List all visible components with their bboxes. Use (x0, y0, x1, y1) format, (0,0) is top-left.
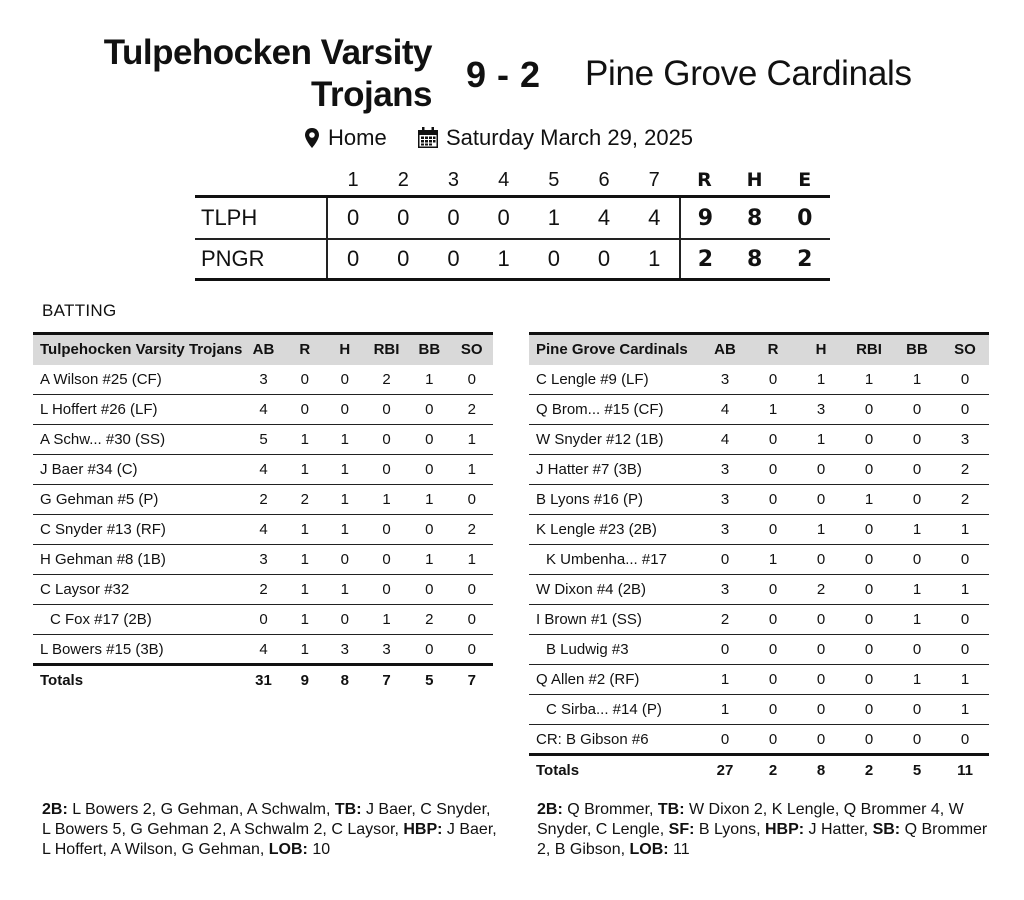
stat-cell: 0 (845, 575, 893, 605)
note-text: J Baer, C Snyder, L Bowers 5, G Gehman 2, A Schwalm 2, C Laysor, (42, 801, 491, 838)
stat-cell: 1 (285, 575, 325, 605)
stat-cell: 2 (242, 575, 284, 605)
stat-cell: 1 (285, 515, 325, 545)
stat-cell: 0 (365, 575, 408, 605)
player-row (529, 635, 989, 665)
note-text: W Dixon 2, K Lengle, Q Brommer 4, W Snyder, C Lengle, (537, 801, 964, 838)
stat-cell: 0 (797, 635, 845, 665)
column-header: R (299, 341, 311, 359)
stat-cell: 0 (408, 515, 450, 545)
stat-cell: 2 (941, 455, 989, 485)
player-name: A Schw... #30 (SS) (33, 425, 242, 455)
player-name: K Umbenha... #17 (529, 545, 701, 575)
note-label: 2B: (42, 801, 68, 818)
stat-cell: 0 (285, 365, 325, 395)
note-label: TB: (657, 801, 685, 818)
stat-cell: 1 (325, 425, 365, 455)
stat-cell: 0 (749, 365, 797, 395)
errors-header: E (798, 169, 812, 191)
final-score: 9 - 2 (466, 54, 541, 95)
note-label: LOB: (629, 841, 669, 858)
stat-cell: 4 (242, 635, 284, 665)
hits-header: H (746, 169, 763, 191)
stat-cell: 1 (845, 365, 893, 395)
stat-cell: 1 (325, 575, 365, 605)
stat-cell: 1 (893, 575, 941, 605)
inning-header: 5 (548, 168, 560, 191)
stat-cell: 1 (408, 485, 450, 515)
stat-cell: 1 (701, 695, 749, 725)
stat-cell: 0 (749, 605, 797, 635)
inning-score: 0 (447, 246, 460, 271)
player-row (33, 605, 493, 635)
stat-cell: 1 (941, 665, 989, 695)
note-label: TB: (334, 801, 362, 818)
stat-cell: 1 (451, 545, 493, 575)
note-label: LOB: (268, 841, 308, 858)
stat-cell: 1 (451, 425, 493, 455)
stat-cell: 2 (365, 365, 408, 395)
total-cell: 8 (340, 671, 349, 689)
column-header: H (339, 341, 351, 359)
stat-cell: 1 (451, 455, 493, 485)
note-text: 10 (307, 841, 331, 858)
stat-cell: 0 (365, 455, 408, 485)
stat-cell: 0 (749, 455, 797, 485)
location-text: Home (328, 125, 387, 150)
stat-cell: 0 (941, 545, 989, 575)
runs-total: 2 (679, 240, 729, 278)
column-header: RBI (856, 341, 882, 359)
stat-cell: 0 (365, 545, 408, 575)
inning-score: 0 (397, 205, 410, 230)
stat-cell: 0 (797, 665, 845, 695)
stat-cell: 0 (845, 425, 893, 455)
stat-cell: 0 (893, 455, 941, 485)
column-header: RBI (373, 341, 400, 359)
player-row (33, 365, 493, 395)
stat-cell: 0 (749, 635, 797, 665)
stat-cell: 1 (325, 515, 365, 545)
hits-total: 8 (746, 246, 763, 272)
stat-cell: 1 (893, 365, 941, 395)
stat-cell: 1 (285, 545, 325, 575)
batting-header-row (529, 334, 989, 365)
runs-total: 9 (679, 198, 729, 238)
stat-cell: 3 (325, 635, 365, 665)
stat-cell: 3 (797, 395, 845, 425)
stat-cell: 1 (285, 635, 325, 665)
line-score (195, 165, 830, 281)
player-name: H Gehman #8 (1B) (33, 545, 242, 575)
note-text: 11 (668, 841, 690, 858)
stat-cell: 0 (845, 605, 893, 635)
player-row (529, 695, 989, 725)
note-text: B Lyons, (694, 821, 765, 838)
away-batting-table (33, 332, 493, 695)
stat-cell: 2 (242, 485, 284, 515)
stat-cell: 1 (845, 485, 893, 515)
stat-cell: 0 (325, 365, 365, 395)
total-cell: 27 (716, 761, 734, 779)
player-row (529, 605, 989, 635)
calendar-icon (417, 127, 439, 149)
stat-cell: 1 (285, 425, 325, 455)
stat-cell: 1 (365, 485, 408, 515)
stat-cell: 1 (408, 545, 450, 575)
stat-cell: 3 (242, 545, 284, 575)
stat-cell: 0 (451, 635, 493, 665)
total-cell: 8 (816, 761, 826, 779)
stat-cell: 0 (797, 695, 845, 725)
stat-cell: 1 (749, 545, 797, 575)
player-name: J Hatter #7 (3B) (529, 455, 701, 485)
player-row (33, 485, 493, 515)
note-label: HBP: (403, 821, 443, 838)
stat-cell: 0 (408, 455, 450, 485)
total-cell: 31 (255, 671, 272, 689)
player-name: W Snyder #12 (1B) (529, 425, 701, 455)
stat-cell: 0 (325, 545, 365, 575)
total-cell: 5 (425, 671, 434, 689)
player-row (529, 425, 989, 455)
stat-cell: 3 (701, 575, 749, 605)
stat-cell: 0 (941, 365, 989, 395)
game-date (417, 125, 693, 151)
stat-cell: 0 (749, 725, 797, 755)
note-text: L Bowers 2, G Gehman, A Schwalm, (67, 801, 335, 818)
player-row (529, 365, 989, 395)
total-cell: 2 (768, 761, 778, 779)
stat-cell: 0 (845, 395, 893, 425)
stat-cell: 2 (451, 395, 493, 425)
inning-score: 1 (497, 246, 510, 271)
stat-cell: 0 (701, 545, 749, 575)
stat-cell: 0 (408, 635, 450, 665)
inning-score: 0 (447, 205, 460, 230)
player-name: B Lyons #16 (P) (529, 485, 701, 515)
column-header: SO (954, 341, 976, 359)
stat-cell: 0 (941, 635, 989, 665)
stat-cell: 2 (701, 605, 749, 635)
player-row (529, 515, 989, 545)
note-text: J Baer, L Hoffert, A Wilson, G Gehman, (42, 821, 497, 858)
stat-cell: 0 (451, 485, 493, 515)
inning-header: 1 (347, 168, 359, 191)
stat-cell: 4 (701, 425, 749, 455)
stat-cell: 1 (893, 665, 941, 695)
stat-cell: 0 (845, 455, 893, 485)
column-header: AB (714, 341, 736, 359)
stat-cell: 3 (701, 515, 749, 545)
totals-row (529, 755, 989, 785)
stat-cell: 3 (701, 485, 749, 515)
stat-cell: 1 (408, 365, 450, 395)
date-text: Saturday March 29, 2025 (446, 125, 694, 150)
column-header: BB (906, 341, 928, 359)
away-team-name (60, 32, 432, 116)
stat-cell: 0 (749, 485, 797, 515)
player-row (529, 545, 989, 575)
total-cell: 9 (300, 671, 309, 689)
note-label: 2B: (537, 801, 563, 818)
player-row (529, 575, 989, 605)
batting-header-row (33, 334, 493, 365)
line-score-header (195, 165, 830, 195)
inning-header: 6 (598, 168, 610, 191)
stat-cell: 0 (325, 605, 365, 635)
inning-score: 0 (497, 205, 510, 230)
stat-cell: 0 (941, 725, 989, 755)
player-name: C Lengle #9 (LF) (529, 365, 701, 395)
inning-header: 4 (498, 168, 510, 191)
stat-cell: 2 (941, 485, 989, 515)
player-name: J Baer #34 (C) (33, 455, 242, 485)
batting-team-header: Tulpehocken Varsity Trojans (40, 341, 243, 359)
player-name: C Laysor #32 (33, 575, 242, 605)
home-batting-table (529, 332, 989, 785)
stat-cell: 0 (285, 395, 325, 425)
stat-cell: 1 (749, 395, 797, 425)
stat-cell: 0 (893, 485, 941, 515)
player-row (33, 425, 493, 455)
player-name: C Snyder #13 (RF) (33, 515, 242, 545)
stat-cell: 0 (749, 665, 797, 695)
note-label: HBP: (764, 821, 805, 838)
note-label: SF: (668, 821, 695, 838)
inning-header: 2 (397, 168, 409, 191)
batting-section-title: BATTING (42, 301, 117, 320)
stat-cell: 4 (701, 395, 749, 425)
stat-cell: 1 (941, 575, 989, 605)
stat-cell: 0 (941, 605, 989, 635)
totals-label: Totals (40, 671, 84, 689)
stat-cell: 0 (365, 425, 408, 455)
hits-total: 8 (746, 205, 763, 231)
inning-header: 3 (447, 168, 460, 191)
stat-cell: 1 (325, 455, 365, 485)
stat-cell: 0 (797, 455, 845, 485)
player-row (529, 665, 989, 695)
stat-cell: 2 (285, 485, 325, 515)
stat-cell: 0 (797, 605, 845, 635)
total-cell: 7 (467, 671, 476, 689)
inning-score: 0 (346, 205, 360, 230)
stat-cell: 0 (845, 515, 893, 545)
inning-score: 0 (597, 246, 611, 271)
column-header: R (767, 341, 779, 359)
stat-cell: 3 (701, 455, 749, 485)
note-text: Q Brommer 2, B Gibson, (537, 821, 988, 858)
player-name: G Gehman #5 (P) (33, 485, 242, 515)
stat-cell: 0 (451, 605, 493, 635)
stat-cell: 0 (451, 575, 493, 605)
stat-cell: 1 (285, 455, 325, 485)
stat-cell: 2 (797, 575, 845, 605)
home-batting-notes (537, 800, 997, 860)
note-text: Q Brommer, (562, 801, 658, 818)
stat-cell: 0 (893, 395, 941, 425)
stat-cell: 0 (845, 545, 893, 575)
stat-cell: 0 (845, 665, 893, 695)
totals-label: Totals (536, 761, 580, 779)
player-name: K Lengle #23 (2B) (529, 515, 701, 545)
player-row (33, 545, 493, 575)
batting-team-header: Pine Grove Cardinals (536, 341, 688, 359)
stat-cell: 0 (893, 695, 941, 725)
player-name: Q Allen #2 (RF) (529, 665, 701, 695)
stat-cell: 0 (749, 515, 797, 545)
stat-cell: 0 (408, 575, 450, 605)
inning-score: 0 (397, 246, 410, 271)
stat-cell: 0 (749, 575, 797, 605)
inning-score: 1 (547, 205, 560, 230)
inning-score: 4 (597, 205, 611, 230)
inning-score: 4 (648, 205, 661, 230)
stat-cell: 0 (845, 695, 893, 725)
total-cell: 5 (912, 761, 922, 779)
stat-cell: 0 (325, 395, 365, 425)
stat-cell: 0 (701, 635, 749, 665)
player-name: L Hoffert #26 (LF) (33, 395, 242, 425)
stat-cell: 0 (242, 605, 284, 635)
player-row (33, 455, 493, 485)
stat-cell: 1 (325, 485, 365, 515)
stat-cell: 0 (797, 545, 845, 575)
stat-cell: 0 (941, 395, 989, 425)
stat-cell: 1 (701, 665, 749, 695)
stat-cell: 0 (845, 635, 893, 665)
stat-cell: 1 (797, 515, 845, 545)
player-name: C Sirba... #14 (P) (529, 695, 701, 725)
inning-score: 1 (648, 246, 661, 271)
total-cell: 11 (957, 761, 973, 779)
stat-cell: 0 (845, 725, 893, 755)
player-row (33, 575, 493, 605)
stat-cell: 1 (941, 695, 989, 725)
note-label: SB: (872, 821, 901, 838)
stat-cell: 0 (365, 395, 408, 425)
stat-cell: 4 (242, 515, 284, 545)
stat-cell: 0 (797, 725, 845, 755)
stat-cell: 1 (797, 365, 845, 395)
line-score-row-home (195, 238, 830, 278)
player-row (33, 515, 493, 545)
stat-cell: 0 (451, 365, 493, 395)
player-name: L Bowers #15 (3B) (33, 635, 242, 665)
stat-cell: 0 (893, 635, 941, 665)
stat-cell: 0 (408, 395, 450, 425)
totals-row (33, 665, 493, 695)
stat-cell: 4 (242, 455, 284, 485)
inning-score: 0 (346, 246, 360, 271)
runs-header: R (697, 169, 712, 191)
note-text: J Hatter, (804, 821, 873, 838)
stat-cell: 1 (893, 515, 941, 545)
stat-cell: 3 (242, 365, 284, 395)
game-location (304, 125, 387, 151)
player-name: B Ludwig #3 (529, 635, 701, 665)
stat-cell: 0 (893, 725, 941, 755)
player-row (529, 485, 989, 515)
player-name: CR: B Gibson #6 (529, 725, 701, 755)
stat-cell: 1 (893, 605, 941, 635)
stat-cell: 3 (701, 365, 749, 395)
stat-cell: 1 (285, 605, 325, 635)
stat-cell: 0 (701, 725, 749, 755)
stat-cell: 0 (893, 425, 941, 455)
stat-cell: 2 (451, 515, 493, 545)
away-batting-notes (42, 800, 502, 860)
player-name: I Brown #1 (SS) (529, 605, 701, 635)
player-row (529, 455, 989, 485)
away-team-name-line2: Trojans (311, 75, 432, 114)
stat-cell: 3 (941, 425, 989, 455)
column-header: H (815, 341, 827, 359)
game-meta (0, 125, 1024, 155)
player-name: A Wilson #25 (CF) (33, 365, 242, 395)
stat-cell: 1 (941, 515, 989, 545)
line-score-body (195, 195, 830, 281)
stat-cell: 0 (749, 425, 797, 455)
errors-total: 0 (797, 205, 813, 231)
column-header: BB (418, 341, 441, 359)
inning-score: 0 (547, 246, 560, 271)
stat-cell: 2 (408, 605, 450, 635)
stat-cell: 0 (365, 515, 408, 545)
line-score-team: TLPH (195, 198, 328, 238)
column-header: AB (252, 341, 275, 359)
stat-cell: 0 (893, 545, 941, 575)
stat-cell: 1 (797, 425, 845, 455)
stat-cell: 1 (365, 605, 408, 635)
player-name: C Fox #17 (2B) (33, 605, 242, 635)
player-row (33, 395, 493, 425)
player-name: Q Brom... #15 (CF) (529, 395, 701, 425)
total-cell: 2 (864, 761, 874, 779)
player-name: W Dixon #4 (2B) (529, 575, 701, 605)
player-row (529, 725, 989, 755)
home-team-name: Pine Grove Cardinals (585, 54, 912, 93)
stat-cell: 0 (749, 695, 797, 725)
stat-cell: 5 (242, 425, 284, 455)
total-cell: 7 (382, 671, 391, 689)
player-row (529, 395, 989, 425)
errors-total: 2 (797, 246, 813, 272)
line-score-row-away (195, 198, 830, 238)
stat-cell: 0 (797, 485, 845, 515)
stat-cell: 0 (408, 425, 450, 455)
away-team-name-line1: Tulpehocken Varsity (103, 33, 432, 72)
column-header: SO (460, 341, 483, 359)
stat-cell: 3 (365, 635, 408, 665)
line-score-team: PNGR (195, 240, 328, 278)
map-pin-icon (304, 127, 320, 149)
player-row (33, 635, 493, 665)
inning-header: 7 (648, 168, 660, 191)
stat-cell: 4 (242, 395, 284, 425)
